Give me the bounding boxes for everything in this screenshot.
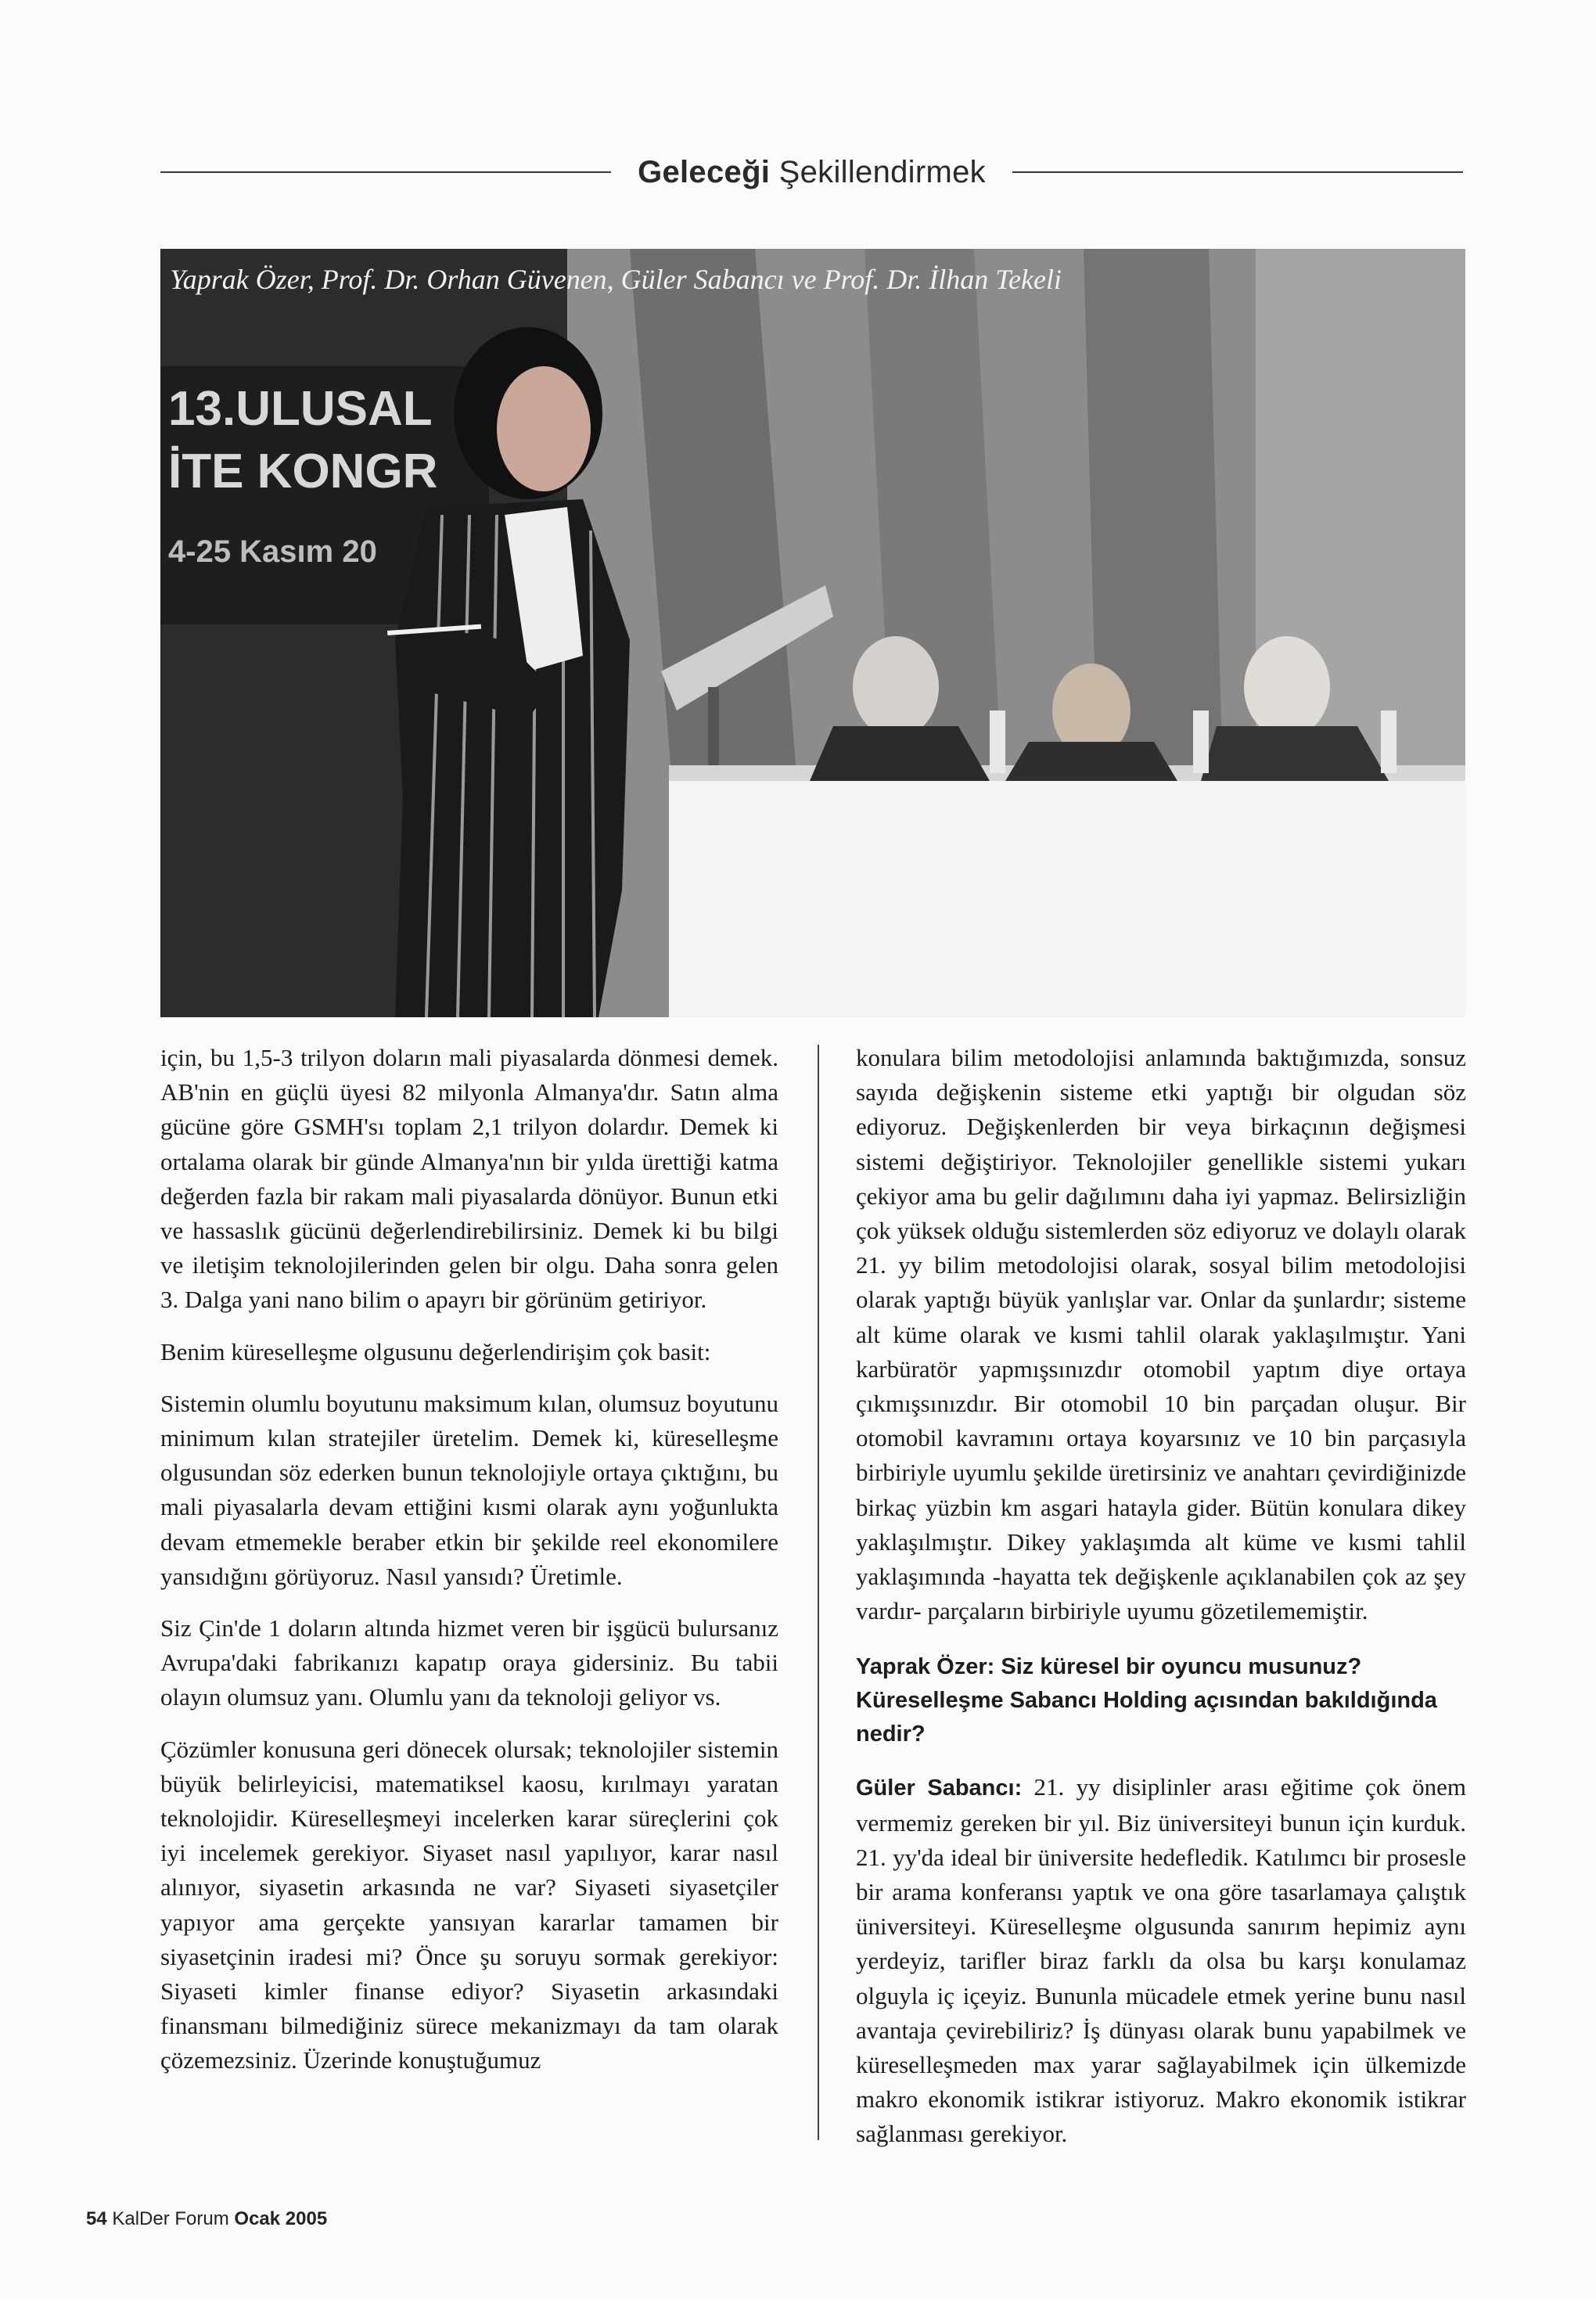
publication-name: KalDer Forum [106,2208,235,2229]
left-paragraph-3: Sistemin olumlu boyutunu maksimum kılan, olumsuz boyutunu minimum kılan stratejiler üretelim. Demek ki, küreselleşme olgusundan söz ederken bunun teknolojiyle ortaya çıktığını, bu mali piyasalarla devam ettiğini kısmi olarak aynı yoğunlukta devam etmemekle beraber etkin bir şekilde reel ekonomilere yansıdığını görüyoruz. Nasıl yansıdı? Üretimle. [160,1389,778,1590]
page-footer [86,2208,327,2230]
photo-caption: Yaprak Özer, Prof. Dr. Orhan Güvenen, Güler Sabancı ve Prof. Dr. İlhan Tekeli [170,264,1062,295]
left-paragraph-5: Çözümler konusuna geri dönecek olursak; teknolojiler sistemin büyük belirleyicisi, matematiksel kaosu, kırılmayı yaratan teknolojidir. Küreselleşmeyi incelerken karar süreçlerini çok iyi incelemek gerekiyor. Siyaset nasıl yapılıyor, karar nasıl alınıyor, siyasetin arkasında ne var? Siyaseti siyasetçiler yapıyor ama gerçekte yansıyan kararlar tamamen bir siyasetçinin iradesi mi? Önce şu soruyu sormak gerekiyor: Siyaseti kimler finanse ediyor? Siyasetin arkasındaki finansmanı bilmediğiniz sürece mekanizmayı da tam olarak çözemezsiniz. Üzerinde konuştuğumuz [160,1735,778,2074]
page-header [160,149,1463,196]
column-divider [818,1045,819,2140]
left-paragraph-4: Siz Çin'de 1 doların altında hizmet veren bir işgücü bulursanız Avrupa'daki fabrikanızı kapatıp oraya gidersiniz. Bu tabii olayın olumsuz yanı. Olumlu yanı da teknoloji geliyor vs. [160,1614,778,1711]
left-paragraph-1: için, bu 1,5-3 trilyon doların mali piyasalarda dönmesi demek. AB'nin en güçlü üyesi 82 milyonla Almanya'dır. Satın alma gücüne göre GSMH'sı toplam 2,1 trilyon dolardır. Demek ki ortalama olarak bir günde Almanya'nın bir yılda ürettiği katma değerden fazla bir rakam mali piyasalarda dönüyor. Bunun etki ve hassaslık gücünü değerlendirebilirsiniz. Demek ki bu bilgi ve iletişim teknolojilerinden gelen bir olgu. Daha sonra gelen 3. Dalga yani nano bilim o apayrı bir görünüm getiriyor. [160,1044,778,1314]
section-title-bold: Geleceği [638,154,771,189]
header-rule-left [160,171,611,173]
answer-text: 21. yy disiplinler arası eğitime çok önem vermemiz gereken bir yıl. Biz üniversiteyi bunun için kurduk. 21. yy'da ideal bir üniversite hedefledik. Katılımcı bir prosesle bir arama konferansı yaptık ve ona göre tasarlamaya çalıştık üniversiteyi. Küreselleşme olgusunda sanırım hepimiz aynı yerdeyiz, tarifler biraz farklı da olsa bu karşı konulamaz olguyla iç içeyiz. Bununla mücadele etmek yerine bunu nasıl avantaja çevirebiliriz? İş dünyası olarak bunu yapabilmek ve küreselleşmeden max yarar sağlayabilmek için ülkemizde makro ekonomik istikrar istiyoruz. Makro ekonomik istikrar sağlanması gerekiyor. [856,1773,1466,2148]
banner-text-1: 13.ULUSAL [168,382,433,436]
interview-answer [856,1770,1466,2151]
issue-date: Ocak 2005 [234,2208,328,2229]
photo-illustration [160,249,1465,1017]
header-rule-right [1012,171,1463,173]
page-number: 54 [86,2208,107,2229]
speaker-name: Güler Sabancı: [856,1776,1023,1801]
right-column [856,1041,1466,2152]
right-paragraph-1: konulara bilim metodolojisi anlamında baktığımızda, sonsuz sayıda değişkenin sisteme etki yaptığı bir olgudan söz ediyoruz. Değişkenlerden bir veya birkaçının değişmesi sistemi değiştiriyor. Teknolojiler genellikle sistemi yukarı çekiyor ama bu gelir dağılımını daha iyi yapmaz. Belirsizliğin çok yüksek olduğu sistemlerden söz ediyoruz ve dolaylı olarak 21. yy bilim metodolojisi olarak, sosyal bilim metodolojisi olarak yaptığı büyük yanlışlar var. Onlar da şunlardır; sisteme alt küme olarak ve kısmi tahlil olarak yaklaşılmıştır. Yani karbüratör yapmışsınızdır otomobil yaptım diye ortaya çıkmışsınızdır. Bir otomobil 10 bin parçadan oluşur. Bir otomobil kavramını ortaya koyarsınız ve 10 bin parçasıyla birbiriyle uyumlu şekilde üretirsiniz ve anahtarı çevirdiğinizde birkaç yüzbin km asgari hatayla gider. Bütün konulara dikey yaklaşılmıştır. Dikey yaklaşımda alt küme ve kısmi tahlil yaklaşımında -hayatta tek değişkenle açıklanabilen çok az şey vardır- parçaların birbiriyle uyumu gözetilememiştir. [856,1044,1466,1625]
left-paragraph-2: Benim küreselleşme olgusunu değerlendirişim çok basit: [160,1337,711,1365]
banner-text-2: İTE KONGR [168,444,438,498]
left-column [160,1041,778,2078]
section-title-rest: Şekillendirmek [770,154,986,189]
conference-photo [160,249,1465,1017]
interview-question: Yaprak Özer: Siz küresel bir oyuncu musunuz? Küreselleşme Sabancı Holding açısından bakıldığında nedir? [856,1654,1437,1747]
banner-text-3: 4-25 Kasım 20 [168,534,377,569]
section-title [611,155,1012,190]
